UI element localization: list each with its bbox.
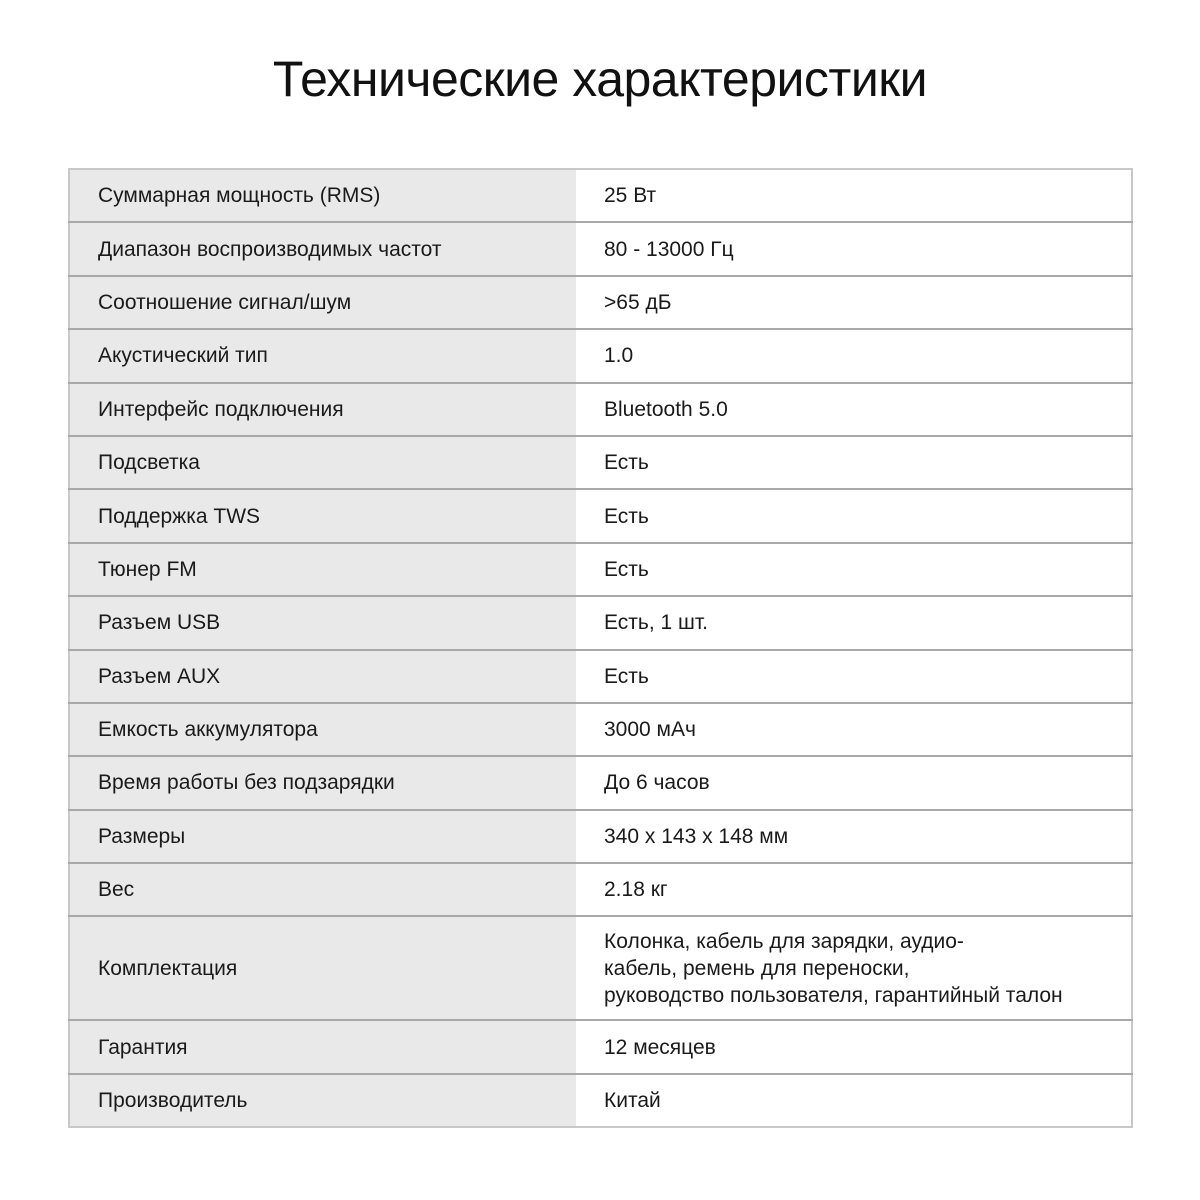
spec-label: Разъем USB bbox=[69, 596, 576, 649]
spec-value: Китай bbox=[576, 1074, 1132, 1127]
spec-value: 3000 мАч bbox=[576, 703, 1132, 756]
table-row bbox=[69, 863, 1132, 916]
spec-label: Поддержка TWS bbox=[69, 489, 576, 542]
spec-label: Разъем AUX bbox=[69, 650, 576, 703]
table-row bbox=[69, 489, 1132, 542]
table-row bbox=[69, 1020, 1132, 1073]
spec-value: Есть bbox=[576, 436, 1132, 489]
spec-label: Гарантия bbox=[69, 1020, 576, 1073]
table-row bbox=[69, 596, 1132, 649]
spec-value bbox=[576, 916, 1132, 1020]
spec-label: Время работы без подзарядки bbox=[69, 756, 576, 809]
spec-label: Комплектация bbox=[69, 916, 576, 1020]
table-row bbox=[69, 650, 1132, 703]
table-row bbox=[69, 1074, 1132, 1127]
spec-label: Суммарная мощность (RMS) bbox=[69, 169, 576, 222]
spec-value: Есть bbox=[576, 489, 1132, 542]
spec-value: 2.18 кг bbox=[576, 863, 1132, 916]
spec-value-line: руководство пользователя, гарантийный талон bbox=[604, 983, 1063, 1007]
spec-label: Размеры bbox=[69, 810, 576, 863]
table-row bbox=[69, 916, 1132, 1020]
spec-label: Вес bbox=[69, 863, 576, 916]
spec-value: Есть, 1 шт. bbox=[576, 596, 1132, 649]
table-row bbox=[69, 543, 1132, 596]
spec-label: Диапазон воспроизводимых частот bbox=[69, 222, 576, 275]
spec-label: Интерфейс подключения bbox=[69, 383, 576, 436]
spec-value: 25 Вт bbox=[576, 169, 1132, 222]
spec-label: Соотношение сигнал/шум bbox=[69, 276, 576, 329]
table-row bbox=[69, 276, 1132, 329]
spec-label: Производитель bbox=[69, 1074, 576, 1127]
spec-value: 12 месяцев bbox=[576, 1020, 1132, 1073]
table-row bbox=[69, 810, 1132, 863]
spec-value: Bluetooth 5.0 bbox=[576, 383, 1132, 436]
spec-label: Акустический тип bbox=[69, 329, 576, 382]
spec-value-line: кабель, ремень для переноски, bbox=[604, 956, 910, 980]
table-row bbox=[69, 169, 1132, 222]
spec-value: 1.0 bbox=[576, 329, 1132, 382]
spec-table bbox=[68, 168, 1133, 1128]
spec-value: 340 x 143 x 148 мм bbox=[576, 810, 1132, 863]
table-row bbox=[69, 436, 1132, 489]
page-title: Технические характеристики bbox=[272, 51, 928, 107]
table-row bbox=[69, 383, 1132, 436]
table-row bbox=[69, 222, 1132, 275]
spec-label: Тюнер FM bbox=[69, 543, 576, 596]
spec-value: До 6 часов bbox=[576, 756, 1132, 809]
table-row bbox=[69, 756, 1132, 809]
table-row bbox=[69, 329, 1132, 382]
spec-label: Емкость аккумулятора bbox=[69, 703, 576, 756]
spec-value: Есть bbox=[576, 650, 1132, 703]
spec-value-line: Колонка, кабель для зарядки, аудио- bbox=[604, 929, 964, 953]
spec-label: Подсветка bbox=[69, 436, 576, 489]
spec-value: 80 - 13000 Гц bbox=[576, 222, 1132, 275]
spec-value: >65 дБ bbox=[576, 276, 1132, 329]
table-row bbox=[69, 703, 1132, 756]
spec-value: Есть bbox=[576, 543, 1132, 596]
